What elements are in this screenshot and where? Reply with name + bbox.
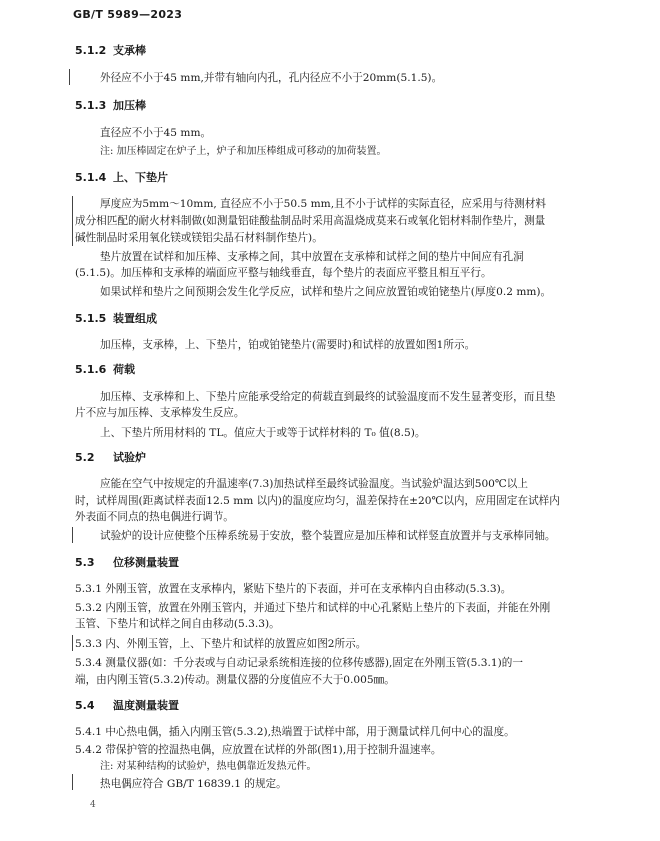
paragraph-line: 外表面不同点的热电偶进行调节。 xyxy=(75,511,234,523)
heading-5-1-4 xyxy=(75,171,168,185)
section-title: 位移测量装置 xyxy=(113,556,179,569)
paragraph: 加压棒，支承棒，上、下垫片，铂或铂铑垫片(需要时)和试样的放置如图1所示。 xyxy=(100,339,476,351)
section-title: 荷载 xyxy=(113,363,135,376)
section-title: 加压棒 xyxy=(113,99,146,112)
section-number: 5.4 xyxy=(75,699,95,712)
paragraph-line: 片不应与加压棒、支承棒发生反应。 xyxy=(75,407,245,419)
section-number: 5.2 xyxy=(75,451,95,464)
clause-5-3-2-line: 玉管、下垫片和试样之间自由移动(5.3.3)。 xyxy=(75,618,280,630)
section-number: 5.1.3 xyxy=(75,99,107,112)
section-number: 5.1.4 xyxy=(75,171,107,184)
clause-5-4-2: 5.4.2 带保护管的控温热电偶，应放置在试样的外部(图1),用于控制升温速率。 xyxy=(75,744,442,756)
clause-5-3-2-line: 5.3.2 内刚玉管，放置在外刚玉管内，并通过下垫片和试样的中心孔紧贴上垫片的下表面，并能在外刚 xyxy=(75,602,551,614)
heading-5-3 xyxy=(75,556,179,570)
paragraph-line: 碱性制品时采用氧化镁或镁铝尖晶石材料制作垫片)。 xyxy=(75,232,323,244)
heading-5-1-2 xyxy=(75,44,146,58)
page-number: 4 xyxy=(90,800,96,810)
section-number: 5.3 xyxy=(75,556,95,569)
paragraph: 直径应不小于45 mm。 xyxy=(100,127,212,139)
heading-5-1-6 xyxy=(75,363,135,377)
note: 注: 对某种结构的试验炉，热电偶靠近发热元件。 xyxy=(100,761,317,772)
section-number: 5.1.5 xyxy=(75,312,107,325)
section-title: 温度测量装置 xyxy=(113,699,179,712)
section-title: 支承棒 xyxy=(113,44,146,57)
paragraph: 外径应不小于45 mm,并带有轴向内孔，孔内径应不小于20mm(5.1.5)。 xyxy=(100,72,443,84)
section-number: 5.1.6 xyxy=(75,363,107,376)
note: 注: 加压棒固定在炉子上，炉子和加压棒组成可移动的加荷装置。 xyxy=(100,146,387,157)
heading-5-2 xyxy=(75,451,146,465)
section-number: 5.1.2 xyxy=(75,44,107,57)
paragraph: 上、下垫片所用材料的 TL。值应大于或等于试样材料的 T₀ 值(8.5)。 xyxy=(100,427,426,439)
paragraph-line: (5.1.5)。加压棒和支承棒的端面应平整与轴线垂直，每个垫片的表面应平整且相互平行。 xyxy=(75,267,492,279)
section-title: 试验炉 xyxy=(113,451,146,464)
clause-5-3-3: 5.3.3 内、外刚玉管，上、下垫片和试样的放置应如图2所示。 xyxy=(75,638,367,650)
clause-5-3-4-line: 5.3.4 测量仪器(如：千分表或与自动记录系统相连接的位移传感器),固定在外刚玉管(5.3.1)的一 xyxy=(75,657,523,669)
section-title: 装置组成 xyxy=(113,312,157,325)
paragraph-line: 厚度应为5mm～10mm, 直径应不小于50.5 mm,且不小于试样的实际直径，应采用与待测材料 xyxy=(100,198,546,210)
clause-5-3-1: 5.3.1 外刚玉管，放置在支承棒内，紧贴下垫片的下表面，并可在支承棒内自由移动(5.3.3)。 xyxy=(75,583,512,595)
paragraph: 如果试样和垫片之间预期会发生化学反应，试样和垫片之间应放置铂或铂铑垫片(厚度0.2 mm)。 xyxy=(100,286,552,298)
paragraph: 热电偶应符合 GB/T 16839.1 的规定。 xyxy=(100,778,287,790)
section-title: 上、下垫片 xyxy=(113,171,168,184)
paragraph: 试验炉的设计应使整个压棒系统易于安放，整个装置应是加压棒和试样竖直放置并与支承棒同轴。 xyxy=(100,530,556,542)
paragraph-line: 成分相匹配的耐火材料制做(如测量铝硅酸盐制品时采用高温烧成莫来石或氧化铝材料制作垫片，测量 xyxy=(75,215,546,227)
clause-5-4-1: 5.4.1 中心热电偶，插入内刚玉管(5.3.2),热端置于试样中部，用于测量试样几何中心的温度。 xyxy=(75,726,515,738)
heading-5-4 xyxy=(75,699,179,713)
paragraph-line: 时，试样周围(距离试样表面12.5 mm 以内)的温度应均匀，温差保持在±20℃以内，应用固定在试样内 xyxy=(75,495,560,507)
heading-5-1-5 xyxy=(75,312,157,326)
page-header: GB/T 5989—2023 xyxy=(73,8,183,21)
paragraph-line: 应能在空气中按规定的升温速率(7.3)加热试样至最终试验温度。当试验炉温达到500℃以上 xyxy=(100,478,528,490)
clause-5-3-4-line: 端，由内刚玉管(5.3.2)传动。测量仪器的分度值应不大于0.005㎜。 xyxy=(75,674,395,686)
paragraph-line: 垫片放置在试样和加压棒、支承棒之间，其中放置在支承棒和试样之间的垫片中间应有孔洞 xyxy=(100,251,524,263)
paragraph-line: 加压棒、支承棒和上、下垫片应能承受给定的荷载直到最终的试验温度而不发生显著变形，而且垫 xyxy=(100,391,556,403)
heading-5-1-3 xyxy=(75,99,146,113)
